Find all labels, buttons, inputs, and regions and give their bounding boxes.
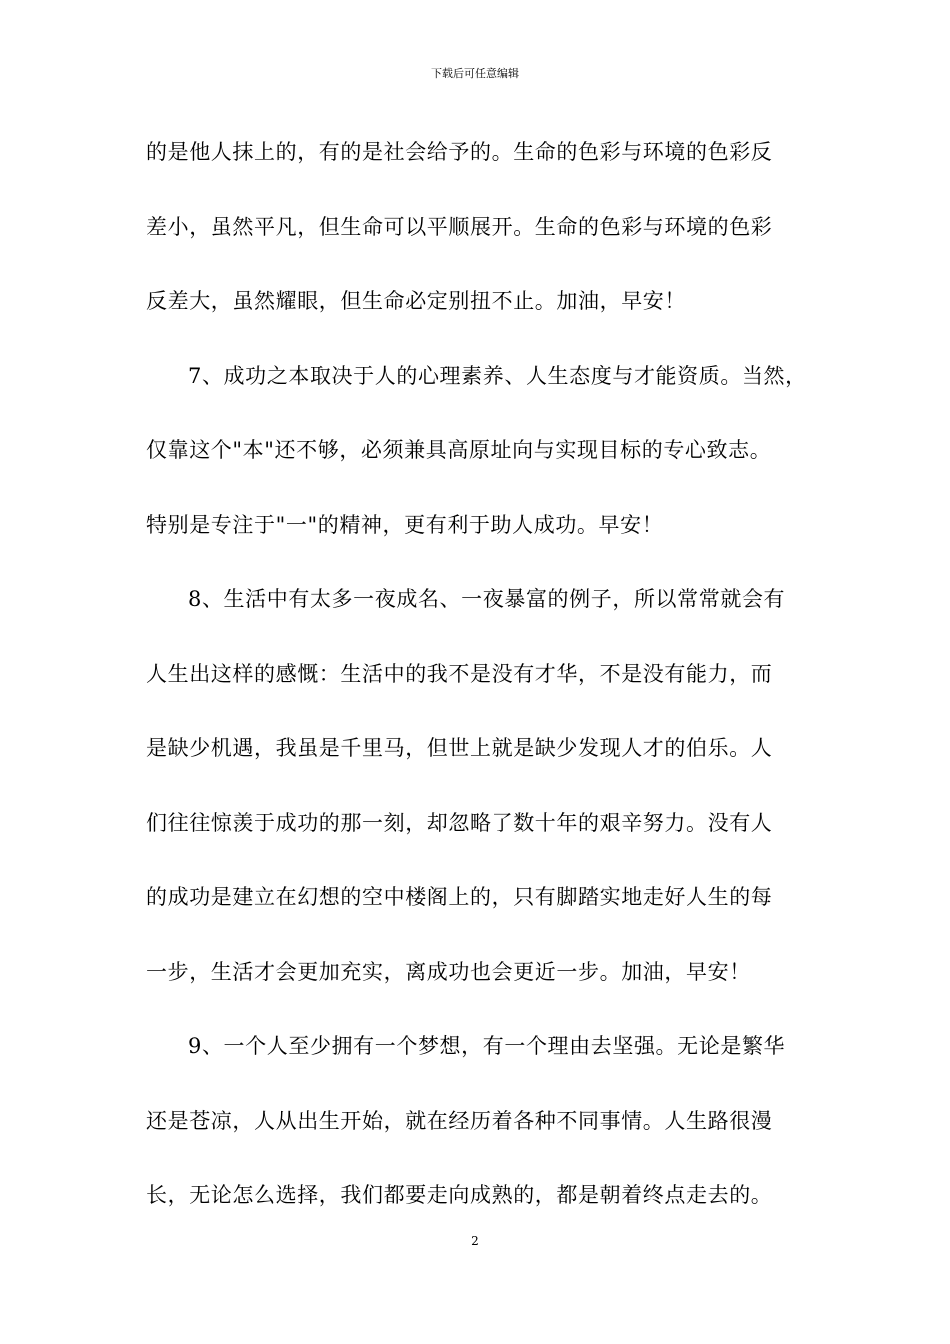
text-line: 反差大，虽然耀眼，但生命必定别扭不止。加油，早安！: [146, 289, 686, 313]
text-line: 长，无论怎么选择，我们都要走向成熟的，都是朝着终点走去的。: [146, 1183, 773, 1207]
text-line: 一步，生活才会更加充实，离成功也会更近一步。加油，早安！: [146, 959, 751, 984]
text-line: 差小，虽然平凡，但生命可以平顺展开。生命的色彩与环境的色彩: [146, 214, 773, 239]
text-line: 仅靠这个"本"还不够，必须兼具高原址向与实现目标的专心致志。: [146, 438, 772, 462]
text-line: 是缺少机遇，我虽是千里马，但世上就是缺少发现人才的伯乐。人: [146, 736, 773, 760]
text-line: 的成功是建立在幻想的空中楼阁上的，只有脚踏实地走好人生的每: [146, 885, 773, 909]
text-line: 特别是专注于"一"的精神，更有利于助人成功。早安！: [146, 512, 664, 537]
text-line: 还是苍凉，人从出生开始，就在经历着各种不同事情。人生路很漫: [146, 1108, 773, 1133]
page-header: 下载后可任意编辑: [431, 67, 519, 80]
text-line: 人生出这样的感慨：生活中的我不是没有才华，不是没有能力，而: [146, 661, 773, 686]
paragraph-8-start: 8、生活中有太多一夜成名、一夜暴富的例子，所以常常就会有: [188, 587, 786, 611]
body-text: [146, 130, 811, 1248]
text-line: 们往往惊羡于成功的那一刻，却忽略了数十年的艰辛努力。没有人: [146, 810, 773, 835]
paragraph-7-start: 7、成功之本取决于人的心理素养、人生态度与才能资质。当然，: [188, 363, 807, 388]
page-number: 2: [471, 1234, 479, 1248]
paragraph-9-start: 9、一个人至少拥有一个梦想，有一个理由去坚强。无论是繁华: [188, 1034, 786, 1058]
text-line: 的是他人抹上的，有的是社会给予的。生命的色彩与环境的色彩反: [146, 140, 773, 164]
